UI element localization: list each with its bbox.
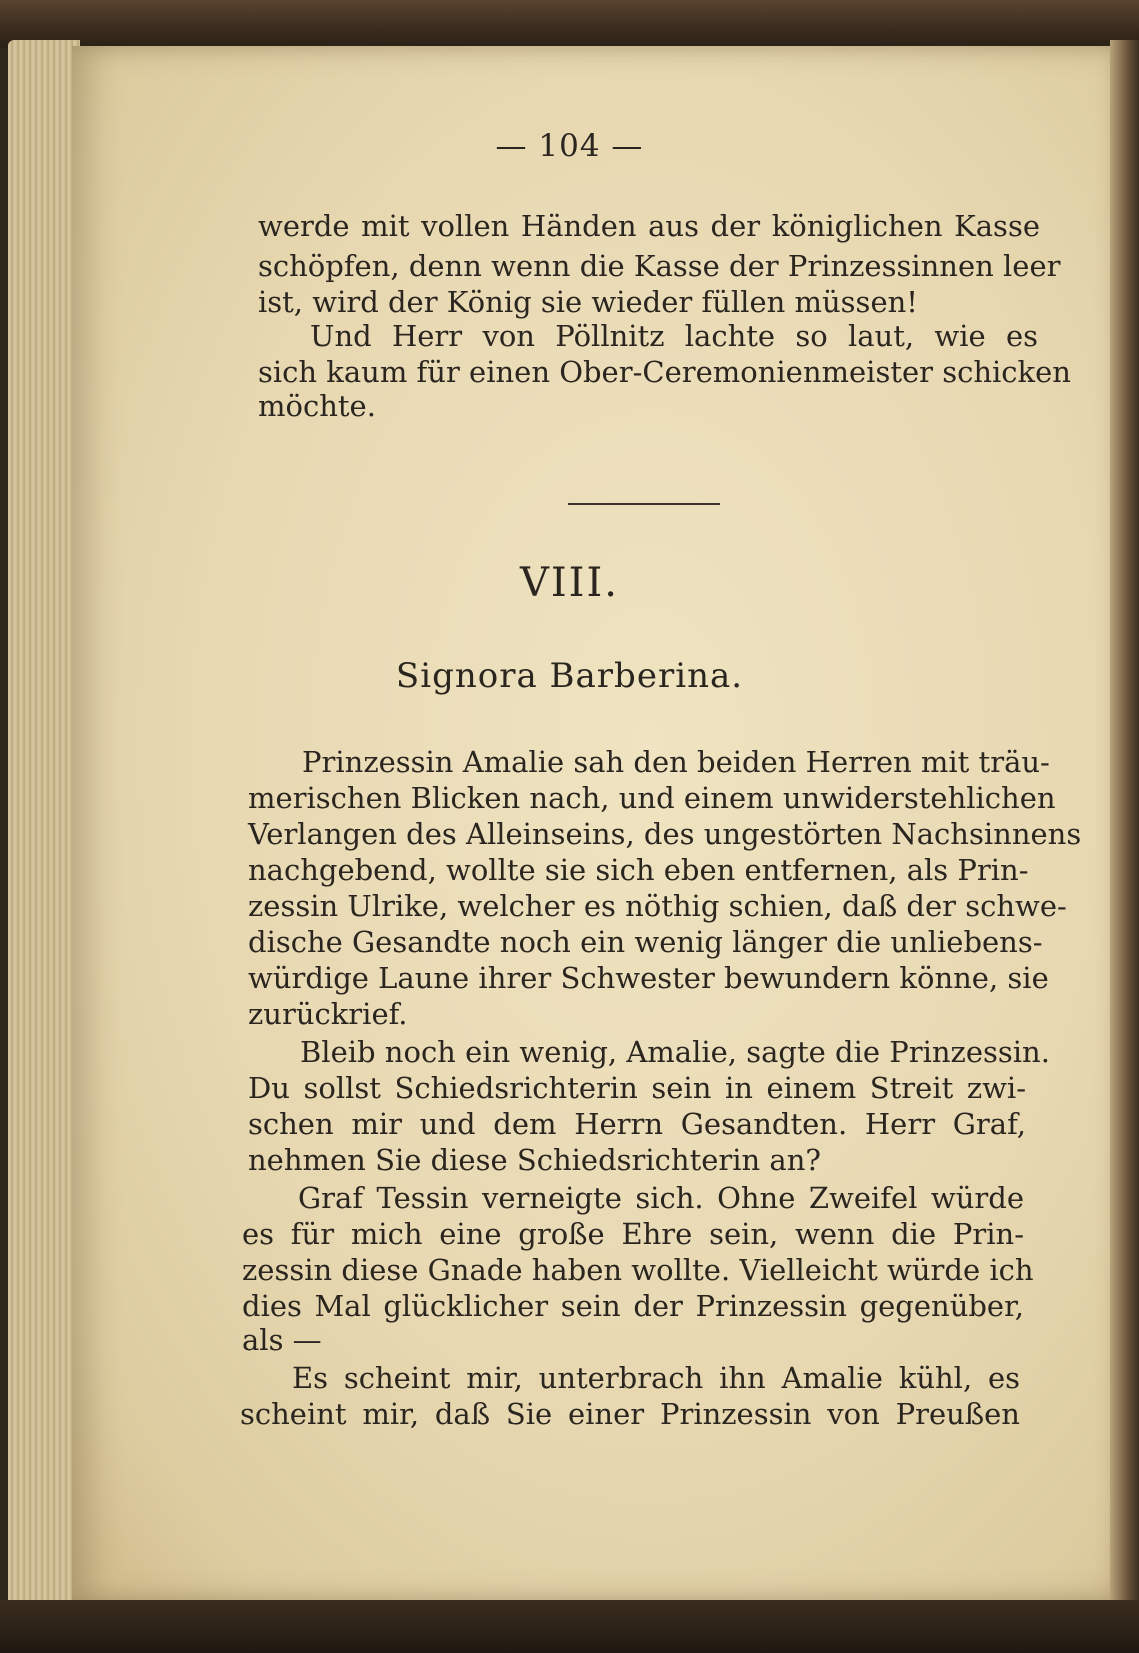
text-line: nehmen Sie diese Schiedsrichterin an? [248,1143,821,1177]
text-line: scheint mir, daß Sie einer Prinzessin von Preußen [240,1397,1020,1431]
text-line: dies Mal glücklicher sein der Prinzessin gegenüber, [242,1289,1024,1323]
book-cover-top [0,0,1139,48]
text-line: ist, wird der König sie wieder füllen müssen! [258,285,918,319]
text-line: zurückrief. [248,997,408,1031]
text-line: es für mich eine große Ehre sein, wenn die Prin- [242,1217,1024,1251]
text-line: nachgebend, wollte sie sich eben entfernen, als Prin- [248,853,1029,887]
text-line: Prinzessin Amalie sah den beiden Herren mit träu- [302,745,1050,779]
book-cover-bottom [0,1600,1139,1653]
text-line: zessin diese Gnade haben wollte. Vielleicht würde ich [242,1253,1034,1287]
text-line: merischen Blicken nach, und einem unwiderstehlichen [248,781,1056,815]
text-line: würdige Laune ihrer Schwester bewundern könne, sie [248,961,1049,995]
text-line: Und Herr von Pöllnitz lachte so laut, wie es [310,319,1038,353]
text-line: werde mit vollen Händen aus der königlichen Kasse [258,209,1040,243]
text-line: dische Gesandte noch ein wenig länger die unliebens- [248,925,1043,959]
chapter-title: Signora Barberina. [395,656,744,696]
text-line: möchte. [258,389,376,423]
text-line: Es scheint mir, unterbrach ihn Amalie kühl, es [292,1361,1020,1395]
text-line: Bleib noch ein wenig, Amalie, sagte die Prinzessin. [300,1035,1050,1069]
text-line: Verlangen des Alleinseins, des ungestörten Nachsinnens [248,817,1082,851]
text-line: Graf Tessin verneigte sich. Ohne Zweifel würde [298,1181,1024,1215]
page-edges [8,40,80,1605]
text-line: schen mir und dem Herrn Gesandten. Herr Graf, [248,1107,1026,1141]
text-line: als — [242,1323,322,1357]
text-line: schöpfen, denn wenn die Kasse der Prinzessinnen leer [258,249,1061,283]
section-divider [568,503,720,505]
text-line: sich kaum für einen Ober-Ceremonienmeister schicken [258,355,1071,389]
text-line: zessin Ulrike, welcher es nöthig schien, daß der schwe- [248,889,1067,923]
page-number: — 104 — [495,128,644,164]
chapter-numeral: VIII. [519,560,619,606]
text-line: Du sollst Schiedsrichterin sein in einem Streit zwi- [248,1071,1026,1105]
binding-edge [1110,40,1139,1605]
